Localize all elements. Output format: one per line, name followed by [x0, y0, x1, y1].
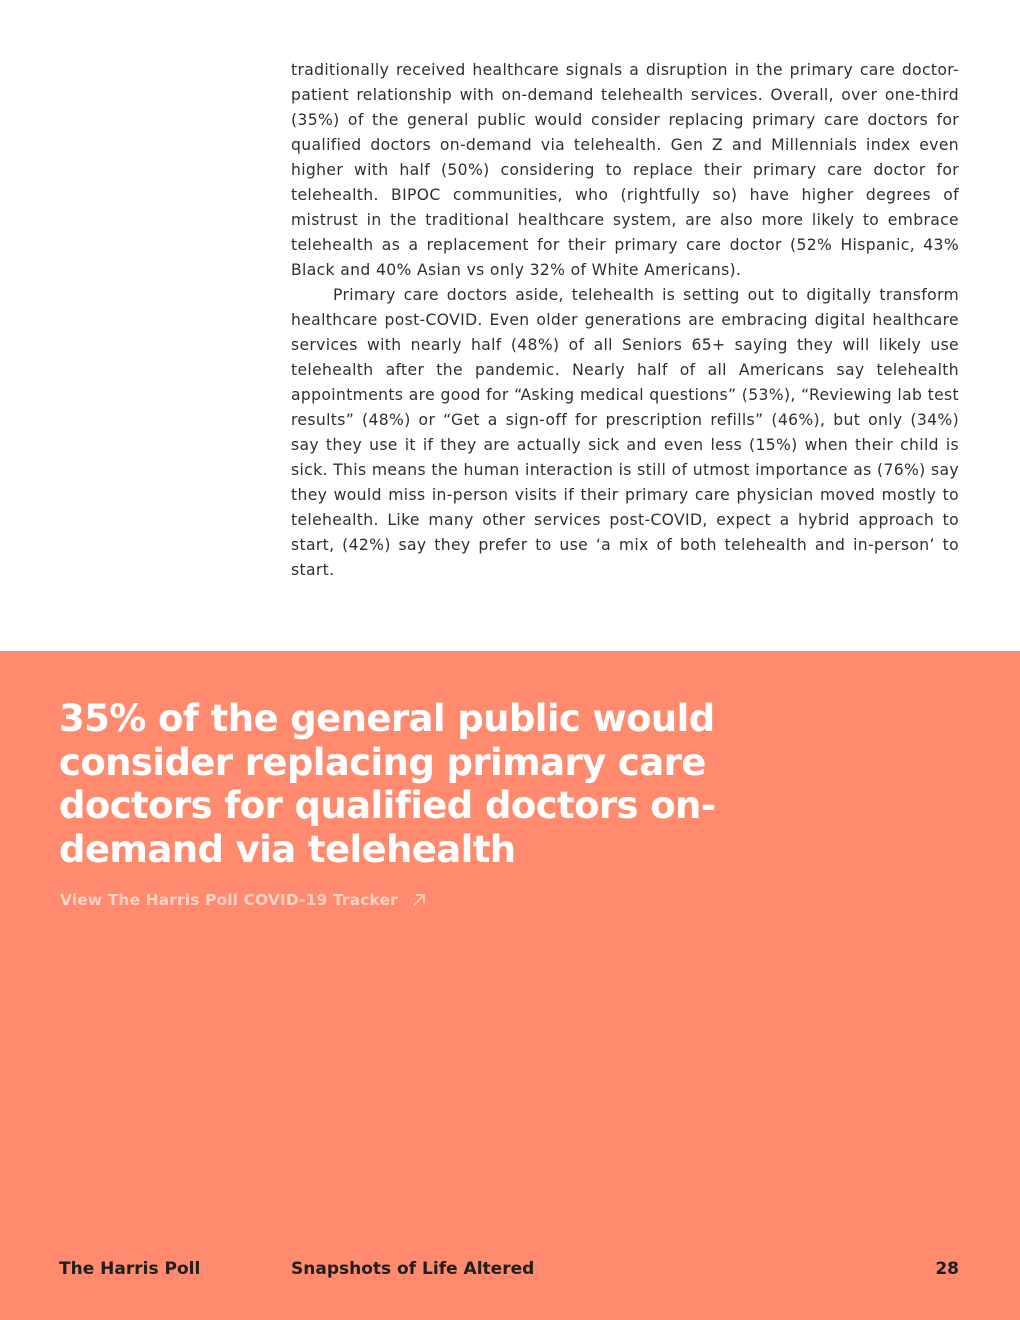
pull-quote-panel: [0, 651, 1020, 1320]
page-number: 28: [935, 1259, 959, 1279]
article-paragraph-2: Primary care doctors aside, telehealth is setting out to digitally transform healthcare post-COVID. Even older generations are embracing digital healthcare services with nearly half (48%) of all Seniors 65+ saying they will likely use telehealth after the pandemic. Nearly half of all Americans say telehealth appointments are good for “Asking medical questions” (53%), “Reviewing lab test results” (48%) or “Get a sign-off for prescription refills” (46%), but only (34%) say they use it if they are actually sick and even less (15%) when their child is sick. This means the human interaction is still of utmost importance as (76%) say they would miss in-person visits if their primary care physician moved mostly to telehealth. Like many other services post-COVID, expect a hybrid approach to start, (42%) say they prefer to use ‘a mix of both telehealth and in-person’ to start.: [291, 286, 959, 579]
pull-quote-headline: 35% of the general public would consider replacing primary care doctors for qualified doctors on-demand via telehealth: [59, 697, 716, 871]
covid-tracker-link[interactable]: [60, 891, 426, 909]
footer-brand: The Harris Poll: [59, 1259, 201, 1279]
footer-publication-title: Snapshots of Life Altered: [291, 1259, 535, 1279]
arrow-up-right-icon: [412, 893, 426, 907]
article-body: [291, 58, 959, 583]
page-footer: [0, 1259, 1020, 1285]
article-paragraph-1: traditionally received healthcare signals a disruption in the primary care doctor-patient relationship with on-demand telehealth services. Overall, over one-third (35%) of the general public would consider replacing primary care doctors for qualified doctors on-demand via telehealth. Gen Z and Millennials index even higher with half (50%) considering to replace their primary care doctor for telehealth. BIPOC communities, who (rightfully so) have higher degrees of mistrust in the traditional healthcare system, are also more likely to embrace telehealth as a replacement for their primary care doctor (52% Hispanic, 43% Black and 40% Asian vs only 32% of White Americans).: [291, 61, 959, 279]
covid-tracker-link-label: View The Harris Poll COVID-19 Tracker: [60, 891, 398, 909]
